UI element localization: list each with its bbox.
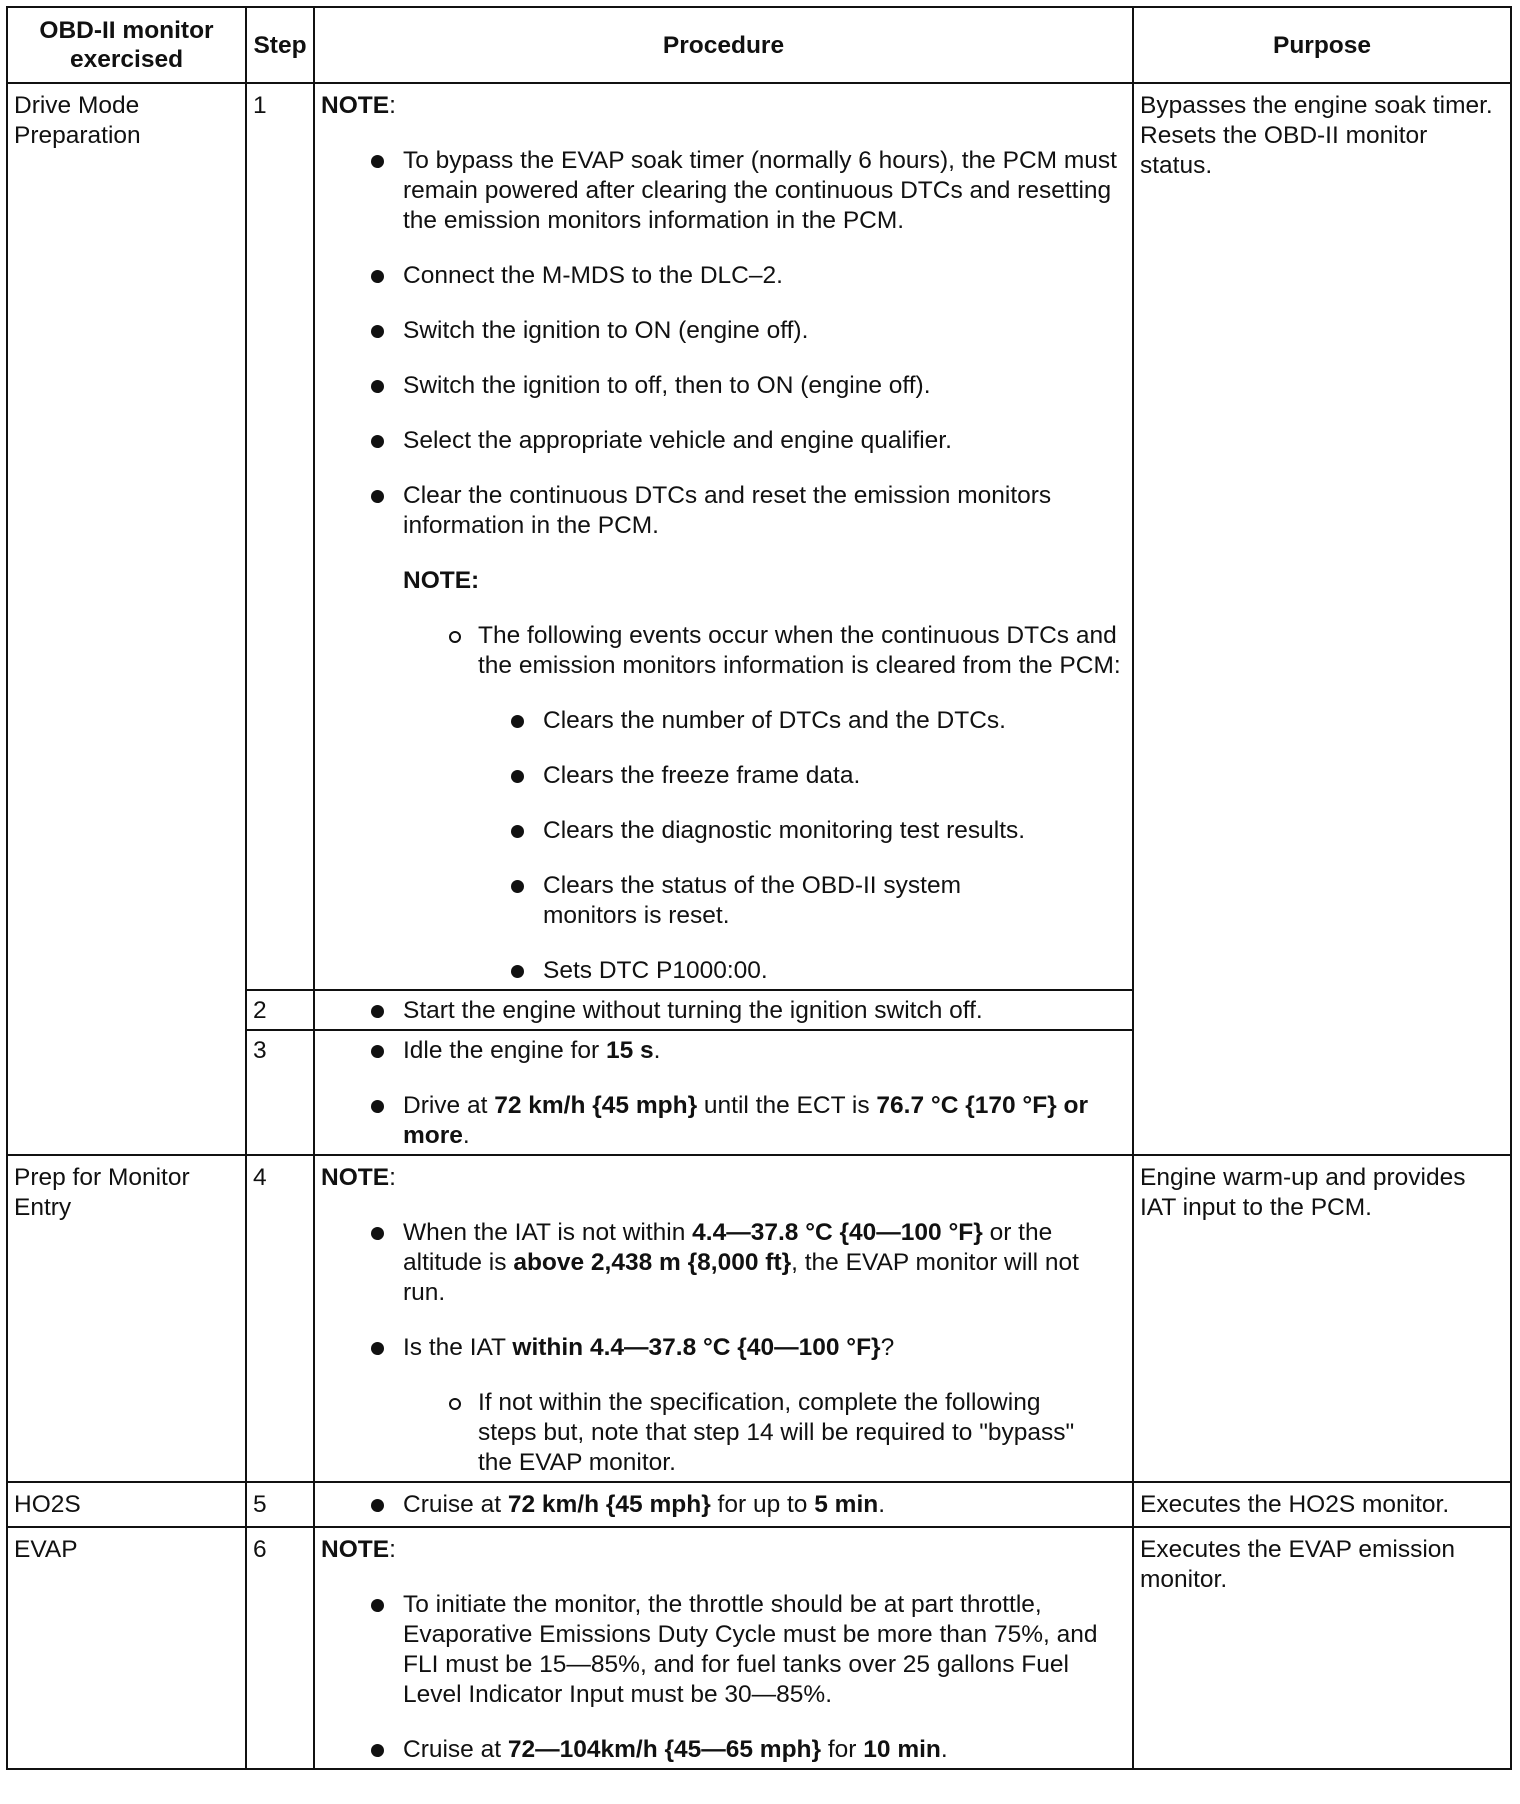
note-label: NOTE bbox=[321, 1536, 390, 1563]
table-row-step-1 bbox=[7, 83, 1511, 990]
text-segment: for bbox=[821, 1736, 864, 1763]
bullet-list bbox=[321, 146, 1126, 986]
list-item bbox=[403, 316, 1126, 346]
text-segment: Cruise at bbox=[403, 1736, 508, 1763]
text-segment: When the IAT is not within bbox=[403, 1219, 693, 1246]
text-segment: , the EVAP monitor will not run. bbox=[403, 1249, 1079, 1306]
sub-sub-list-item-text: Clears the diagnostic monitoring test results. bbox=[543, 817, 1026, 844]
emphasis-value: 76.7 °C {170 °F} or more bbox=[403, 1092, 1089, 1149]
purpose-evap: Executes the EVAP emission monitor. bbox=[1133, 1527, 1511, 1769]
sub-bullet-list bbox=[403, 1388, 1126, 1478]
note-heading bbox=[321, 1163, 1126, 1193]
list-item-text: Clear the continuous DTCs and reset the emission monitors information in the PCM. bbox=[403, 482, 1052, 539]
purpose-drive-mode: Bypasses the engine soak timer. Resets the OBD-II monitor status. bbox=[1133, 83, 1511, 1155]
emphasis-value: 15 s bbox=[605, 1037, 654, 1064]
list-item bbox=[403, 371, 1126, 401]
list-item-text: Select the appropriate vehicle and engine qualifier. bbox=[403, 427, 952, 454]
list-item-text: Connect the M-MDS to the DLC–2. bbox=[403, 262, 783, 289]
purpose-prep: Engine warm-up and provides IAT input to the PCM. bbox=[1133, 1155, 1511, 1482]
list-item-text: Switch the ignition to ON (engine off). bbox=[403, 317, 809, 344]
step-number: 4 bbox=[246, 1155, 314, 1482]
text-segment: Is the IAT bbox=[403, 1334, 513, 1361]
bullet-icon bbox=[371, 1045, 384, 1058]
emphasis-value: 72 km/h {45 mph} bbox=[507, 1491, 711, 1518]
sub-note-block bbox=[403, 566, 1126, 986]
bullet-icon bbox=[371, 1744, 384, 1757]
bullet-icon bbox=[371, 1342, 384, 1355]
emphasis-value: within 4.4—37.8 °C {40—100 °F} bbox=[512, 1334, 881, 1361]
sub-sub-list-item-text: Clears the status of the OBD-II system monitors is reset. bbox=[543, 872, 962, 929]
note-colon: : bbox=[389, 1536, 396, 1563]
bullet-icon bbox=[511, 880, 524, 893]
sub-sub-list-item-text: Clears the number of DTCs and the DTCs. bbox=[543, 707, 1006, 734]
step-number: 6 bbox=[246, 1527, 314, 1769]
text-segment: Cruise at bbox=[403, 1491, 508, 1518]
sub-sub-list-item-text: Sets DTC P1000:00. bbox=[543, 957, 768, 984]
monitor-drive-mode: Drive Mode Preparation bbox=[7, 83, 246, 1155]
bullet-icon bbox=[511, 715, 524, 728]
bullet-list bbox=[321, 1218, 1126, 1478]
monitor-ho2s: HO2S bbox=[7, 1482, 246, 1527]
note-label: NOTE bbox=[321, 92, 390, 119]
monitor-evap: EVAP bbox=[7, 1527, 246, 1769]
header-purpose: Purpose bbox=[1133, 7, 1511, 83]
emphasis-value: 5 min bbox=[814, 1491, 879, 1518]
list-item bbox=[403, 1036, 1126, 1066]
step-number: 5 bbox=[246, 1482, 314, 1527]
sub-list-item-text: The following events occur when the continuous DTCs and the emission monitors information is cleared from the PCM: bbox=[478, 622, 1121, 679]
sub-note-label: NOTE: bbox=[403, 567, 480, 594]
bullet-icon bbox=[511, 770, 524, 783]
table-row-step-6 bbox=[7, 1527, 1511, 1769]
list-item bbox=[403, 1091, 1126, 1151]
list-item bbox=[403, 1735, 1126, 1765]
bullet-icon bbox=[371, 325, 384, 338]
text-segment: . bbox=[462, 1122, 470, 1149]
note-colon: : bbox=[389, 92, 396, 119]
bullet-icon bbox=[371, 1599, 384, 1612]
emphasis-value: 72—104km/h {45—65 mph} bbox=[507, 1736, 822, 1763]
bullet-icon bbox=[371, 155, 384, 168]
text-segment: Drive at bbox=[403, 1092, 495, 1119]
text-segment: until the ECT is bbox=[697, 1092, 877, 1119]
sub-list-item bbox=[478, 1388, 1126, 1478]
list-item-text: To bypass the EVAP soak timer (normally 6 hours), the PCM must remain powered after clearing the continuous DTCs and resetting the emission monitors information in the PCM. bbox=[403, 147, 1117, 234]
list-item bbox=[403, 481, 1126, 541]
sub-sub-list-item bbox=[543, 871, 1126, 931]
list-item bbox=[403, 996, 1126, 1026]
table-row-step-5 bbox=[7, 1482, 1511, 1527]
bullet-icon bbox=[371, 270, 384, 283]
emphasis-value: 10 min bbox=[863, 1736, 941, 1763]
procedure-step-6 bbox=[314, 1527, 1133, 1769]
step-number: 1 bbox=[246, 83, 314, 990]
sub-sub-list-item-text: Clears the freeze frame data. bbox=[543, 762, 861, 789]
note-heading bbox=[321, 1535, 1126, 1565]
header-monitor: OBD-II monitor exercised bbox=[7, 7, 246, 83]
text-segment: or the altitude is bbox=[403, 1219, 1053, 1276]
purpose-ho2s: Executes the HO2S monitor. bbox=[1133, 1482, 1511, 1527]
sub-bullet-list bbox=[403, 621, 1126, 986]
sub-sub-list-item bbox=[543, 956, 1126, 986]
sub-sub-bullet-list bbox=[478, 706, 1126, 986]
header-step: Step bbox=[246, 7, 314, 83]
bullet-icon bbox=[371, 435, 384, 448]
bullet-icon bbox=[371, 1227, 384, 1240]
procedure-step-1 bbox=[314, 83, 1133, 990]
header-procedure: Procedure bbox=[314, 7, 1133, 83]
list-item-text: Switch the ignition to off, then to ON (engine off). bbox=[403, 372, 931, 399]
emphasis-value: 72 km/h {45 mph} bbox=[494, 1092, 698, 1119]
bullet-list bbox=[321, 1590, 1126, 1765]
emphasis-value: above 2,438 m {8,000 ft} bbox=[513, 1249, 792, 1276]
procedure-step-3 bbox=[314, 1030, 1133, 1155]
obd-drive-cycle-table bbox=[6, 6, 1512, 1770]
list-item bbox=[403, 1490, 1126, 1520]
header-row bbox=[7, 7, 1511, 83]
procedure-step-2 bbox=[314, 990, 1133, 1030]
note-heading bbox=[321, 91, 1126, 121]
text-segment: . bbox=[653, 1037, 661, 1064]
list-item bbox=[403, 1218, 1126, 1308]
bullet-list bbox=[321, 996, 1126, 1026]
list-item bbox=[403, 1333, 1126, 1363]
bullet-icon bbox=[371, 1005, 384, 1018]
hollow-bullet-icon bbox=[449, 631, 461, 643]
bullet-list bbox=[321, 1036, 1126, 1151]
table-row-step-4 bbox=[7, 1155, 1511, 1482]
list-item bbox=[403, 261, 1126, 291]
bullet-icon bbox=[371, 380, 384, 393]
bullet-list bbox=[321, 1490, 1126, 1520]
monitor-prep: Prep for Monitor Entry bbox=[7, 1155, 246, 1482]
bullet-icon bbox=[511, 965, 524, 978]
sub-sub-list-item bbox=[543, 816, 1126, 846]
list-item-text: To initiate the monitor, the throttle should be at part throttle, Evaporative Emissions Duty Cycle must be more than 75%, and FLI must be 15—85%, and for fuel tanks over 25 gallons Fuel Level Indicator Input must be 30—85%. bbox=[403, 1591, 1098, 1708]
sub-list-item bbox=[478, 621, 1126, 986]
list-item bbox=[403, 1590, 1126, 1710]
step-number: 3 bbox=[246, 1030, 314, 1155]
sub-list-item-text: If not within the specification, complete the following steps but, note that step 14 will be required to "bypass" the EVAP monitor. bbox=[478, 1389, 1075, 1476]
step-number: 2 bbox=[246, 990, 314, 1030]
text-segment: ? bbox=[880, 1334, 895, 1361]
text-segment: . bbox=[878, 1491, 886, 1518]
bullet-icon bbox=[371, 1100, 384, 1113]
list-item-text: Start the engine without turning the ignition switch off. bbox=[403, 997, 983, 1024]
bullet-icon bbox=[371, 490, 384, 503]
sub-list-wrapper bbox=[403, 1388, 1126, 1478]
emphasis-value: 4.4—37.8 °C {40—100 °F} bbox=[692, 1219, 983, 1246]
bullet-icon bbox=[371, 1499, 384, 1512]
text-segment: for up to bbox=[710, 1491, 815, 1518]
note-colon: : bbox=[389, 1164, 396, 1191]
text-segment: Idle the engine for bbox=[403, 1037, 606, 1064]
sub-sub-list-item bbox=[543, 761, 1126, 791]
list-item bbox=[403, 426, 1126, 456]
procedure-step-4 bbox=[314, 1155, 1133, 1482]
note-label: NOTE bbox=[321, 1164, 390, 1191]
bullet-icon bbox=[511, 825, 524, 838]
procedure-step-5 bbox=[314, 1482, 1133, 1527]
hollow-bullet-icon bbox=[449, 1398, 461, 1410]
sub-sub-list-item bbox=[543, 706, 1126, 736]
list-item bbox=[403, 146, 1126, 236]
text-segment: . bbox=[940, 1736, 948, 1763]
